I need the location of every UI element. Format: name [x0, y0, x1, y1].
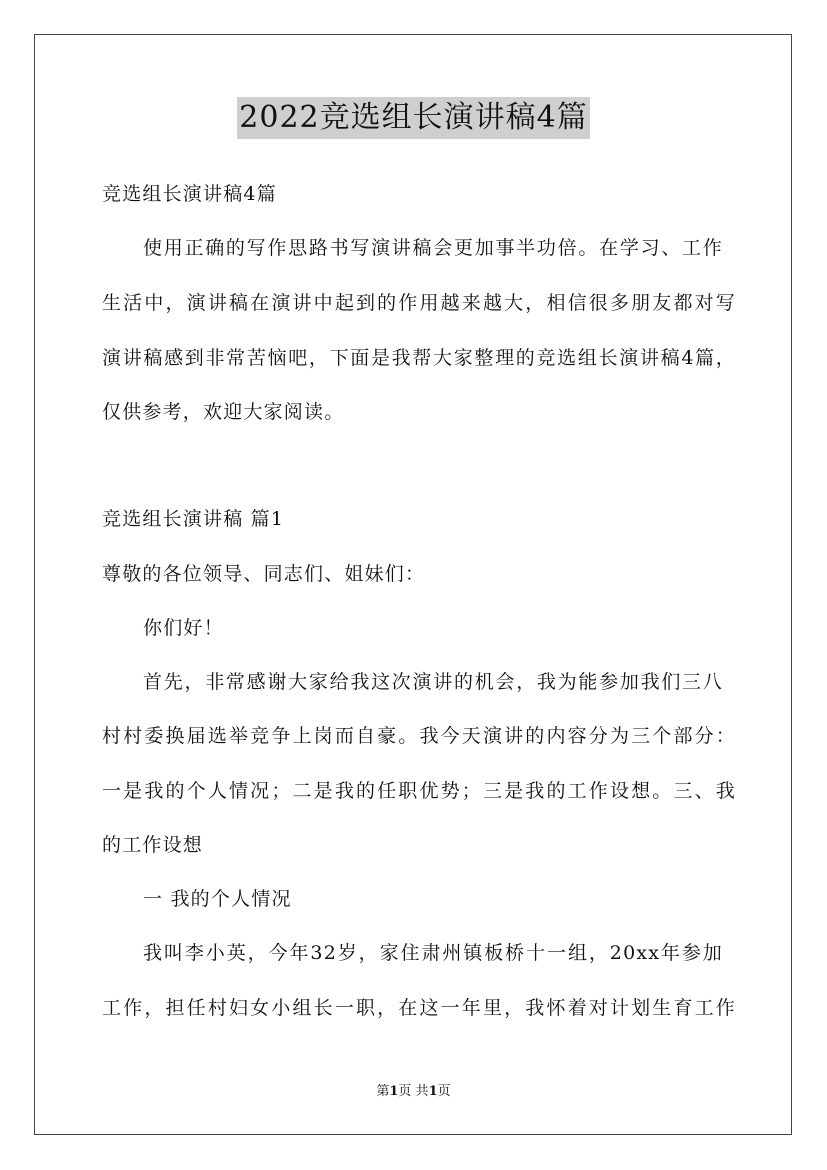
- paragraph-line: 的工作设想: [102, 834, 204, 856]
- footer-text: 页 共: [398, 1084, 429, 1099]
- paragraph-line: 生活中，演讲稿在演讲中起到的作用越来越大，相信很多朋友都对写: [102, 292, 736, 314]
- paragraph-line: 首先，非常感谢大家给我这次演讲的机会，我为能参加我们三八: [143, 671, 723, 693]
- paragraph-line: 仅供参考，欢迎大家阅读。: [102, 401, 345, 423]
- paragraph-line: 我叫李小英，今年32岁，家住肃州镇板桥十一组，20xx年参加: [143, 942, 723, 964]
- footer-text: 第: [376, 1084, 390, 1099]
- footer-text: 页: [437, 1084, 451, 1099]
- salutation: 尊敬的各位领导、同志们、姐妹们：: [102, 563, 426, 585]
- subsection-heading: 一 我的个人情况: [143, 888, 292, 910]
- footer-page-number: 1: [389, 1084, 399, 1099]
- footer-page-total: 1: [428, 1084, 438, 1099]
- paragraph-line: 演讲稿感到非常苦恼吧，下面是我帮大家整理的竞选组长演讲稿4篇，: [102, 347, 736, 369]
- greeting: 你们好！: [143, 617, 224, 639]
- document-title: 2022竞选组长演讲稿4篇: [237, 97, 589, 139]
- paragraph-line: 工作，担任村妇女小组长一职，在这一年里，我怀着对计划生育工作: [102, 997, 736, 1019]
- section-heading: 竞选组长演讲稿 篇1: [102, 508, 285, 530]
- paragraph-line: 使用正确的写作思路书写演讲稿会更加事半功倍。在学习、工作: [143, 237, 723, 259]
- title-container: [0, 97, 827, 139]
- paragraph-line: 村村委换届选举竞争上岗而自豪。我今天演讲的内容分为三个部分：: [102, 725, 736, 747]
- subtitle: 竞选组长演讲稿4篇: [102, 183, 277, 205]
- paragraph-line: 一是我的个人情况；二是我的任职优势；三是我的工作设想。三、我: [102, 780, 736, 802]
- page-footer: [0, 1084, 827, 1100]
